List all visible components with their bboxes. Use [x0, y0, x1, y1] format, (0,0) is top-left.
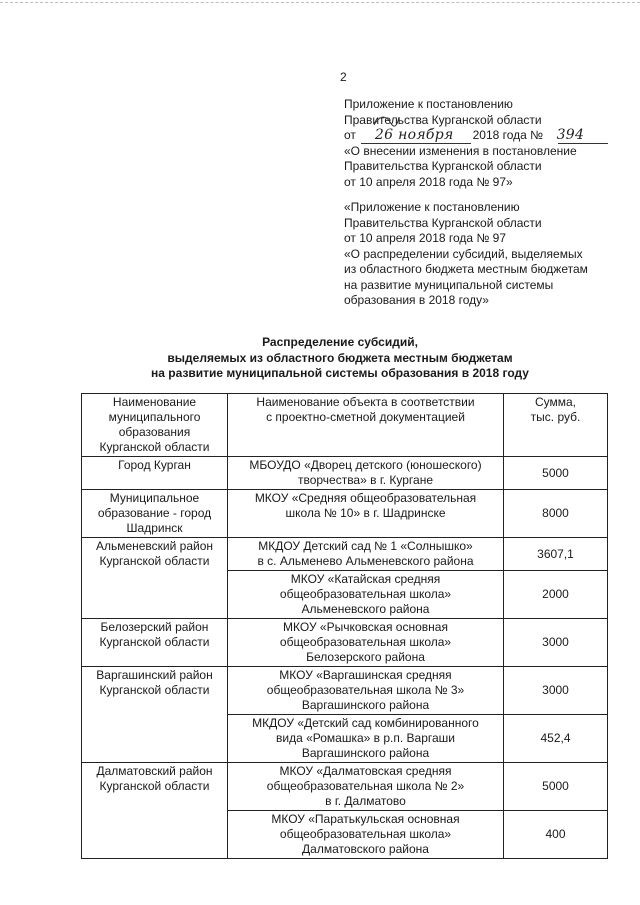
object-line: Альменевского района	[301, 602, 430, 616]
municipality-cell	[82, 457, 228, 490]
number-underline	[558, 143, 608, 144]
reference-line: «О распределении субсидий, выделяемых	[344, 246, 583, 261]
appendix-line-2: Правительства Курганской области	[344, 112, 542, 127]
amount-cell: 3000	[504, 619, 608, 667]
date-prefix: от	[344, 128, 356, 142]
object-line: вида «Ромашка» в р.п. Варгаши	[275, 731, 455, 745]
object-line: Варгашинского района	[301, 698, 430, 712]
object-line: МКОУ «Варгашинская средняя	[279, 668, 452, 682]
date-suffix: 2018 года №	[472, 128, 544, 142]
header-line: с проектно-сметной документацией	[266, 410, 465, 424]
municipality-line: Альменевский район	[95, 539, 214, 553]
object-line: МКДОУ Детский сад № 1 «Солнышко»	[258, 539, 473, 553]
municipality-line: Шадринск	[126, 521, 183, 535]
page-number: 2	[340, 70, 347, 84]
amount-cell: 452,4	[504, 715, 608, 763]
municipality-line: Варгашинский район	[96, 668, 213, 682]
object-cell	[228, 811, 504, 859]
header-line: Курганской области	[99, 440, 210, 454]
reference-line: Правительства Курганской области	[344, 215, 542, 230]
object-line: МКОУ «Паратькульская основная	[271, 812, 460, 826]
municipality-cell	[82, 763, 228, 859]
header-line: Наименование объекта в соответствии	[256, 395, 475, 409]
header-object	[228, 394, 504, 457]
appendix-line-6: от 10 апреля 2018 года № 97»	[344, 174, 513, 189]
scan-edge-line	[0, 2, 640, 3]
object-line: общеобразовательная школа»	[279, 827, 452, 841]
document-title	[120, 335, 560, 382]
object-cell	[228, 538, 504, 571]
table-row	[82, 667, 608, 715]
reference-line: «Приложение к постановлению	[344, 200, 520, 214]
reference-header	[344, 200, 634, 309]
object-line: творчества» в г. Кургане	[297, 473, 434, 487]
municipality-line: Далматовский район	[96, 764, 213, 778]
municipality-line: Курганской области	[99, 779, 210, 793]
object-line: МКОУ «Средняя общеобразовательная	[254, 491, 477, 505]
reference-line: от 10 апреля 2018 года № 97	[344, 231, 506, 245]
object-cell	[228, 667, 504, 715]
object-cell	[228, 715, 504, 763]
municipality-line: Курганской области	[99, 635, 210, 649]
amount-cell: 400	[504, 811, 608, 859]
title-line: на развитие муниципальной системы образования в 2018 году	[151, 366, 529, 380]
object-cell	[228, 619, 504, 667]
date-underline	[361, 143, 471, 144]
object-line: МКОУ «Рычковская основная	[283, 620, 448, 634]
object-line: общеобразовательная школа»	[279, 587, 452, 601]
table-row	[82, 457, 608, 490]
amount-cell: 2000	[504, 571, 608, 619]
municipality-line: Муниципальное	[109, 491, 200, 505]
table-row	[82, 763, 608, 811]
municipality-line: Город Курган	[118, 458, 191, 472]
object-cell	[228, 763, 504, 811]
municipality-cell	[82, 538, 228, 619]
amount-cell: 5000	[504, 763, 608, 811]
handwritten-date: 26 ноября	[374, 127, 454, 143]
municipality-line: образование - город	[97, 506, 212, 520]
object-line: МКОУ «Катайская средняя	[290, 572, 441, 586]
object-line: школа № 10» в г. Шадринске	[285, 506, 446, 520]
table-header-row	[82, 394, 608, 457]
header-municipality	[82, 394, 228, 457]
handwritten-number: 394	[556, 127, 585, 143]
amount-cell: 8000	[504, 490, 608, 538]
appendix-header	[344, 97, 634, 190]
amount-cell: 3607,1	[504, 538, 608, 571]
object-line: в г. Далматово	[325, 794, 406, 808]
object-line: общеобразовательная школа № 3»	[266, 683, 465, 697]
table-row	[82, 538, 608, 571]
object-line: МКДОУ «Детский сад комбинированного	[252, 716, 479, 730]
municipality-cell	[82, 667, 228, 763]
table-row	[82, 490, 608, 538]
title-line: Распределение субсидий,	[262, 335, 418, 349]
reference-line: образования в 2018 году»	[344, 293, 489, 307]
object-line: Далматовского района	[302, 842, 429, 856]
handwritten-stroke-mark	[372, 113, 400, 129]
header-line: Сумма,	[534, 395, 577, 409]
table-row	[82, 619, 608, 667]
municipality-line: Курганской области	[99, 554, 210, 568]
object-line: в с. Альменево Альменевского района	[257, 554, 474, 568]
amount-cell: 3000	[504, 667, 608, 715]
object-line: общеобразовательная школа»	[279, 635, 452, 649]
appendix-line-5: Правительства Курганской области	[344, 159, 542, 173]
title-line: выделяемых из областного бюджета местным бюджетам	[167, 350, 513, 365]
header-line: Наименование	[112, 395, 197, 409]
table-body	[82, 457, 608, 859]
municipality-cell	[82, 490, 228, 538]
header-line: тыс. руб.	[530, 410, 581, 424]
amount-cell: 5000	[504, 457, 608, 490]
appendix-line-1: Приложение к постановлению	[344, 97, 513, 111]
appendix-line-4: «О внесении изменения в постановление	[344, 143, 577, 158]
municipality-line: Курганской области	[99, 683, 210, 697]
object-line: МБОУДО «Дворец детского (юношеского)	[249, 458, 482, 472]
subsidy-table	[81, 393, 608, 859]
object-line: Белозерского района	[306, 650, 425, 664]
header-line: муниципального	[108, 410, 201, 424]
reference-line: на развитие муниципальной системы	[344, 277, 554, 292]
reference-line: из областного бюджета местным бюджетам	[344, 262, 588, 276]
header-line: образования	[118, 425, 191, 439]
appendix-date-line	[344, 128, 634, 144]
object-cell	[228, 457, 504, 490]
municipality-cell	[82, 619, 228, 667]
object-line: общеобразовательная школа № 2»	[266, 779, 465, 793]
object-line: МКОУ «Далматовская средняя	[279, 764, 452, 778]
object-cell	[228, 571, 504, 619]
object-cell	[228, 490, 504, 538]
header-amount	[504, 394, 608, 457]
municipality-line: Белозерский район	[100, 620, 209, 634]
object-line: Варгашинского района	[301, 746, 430, 760]
